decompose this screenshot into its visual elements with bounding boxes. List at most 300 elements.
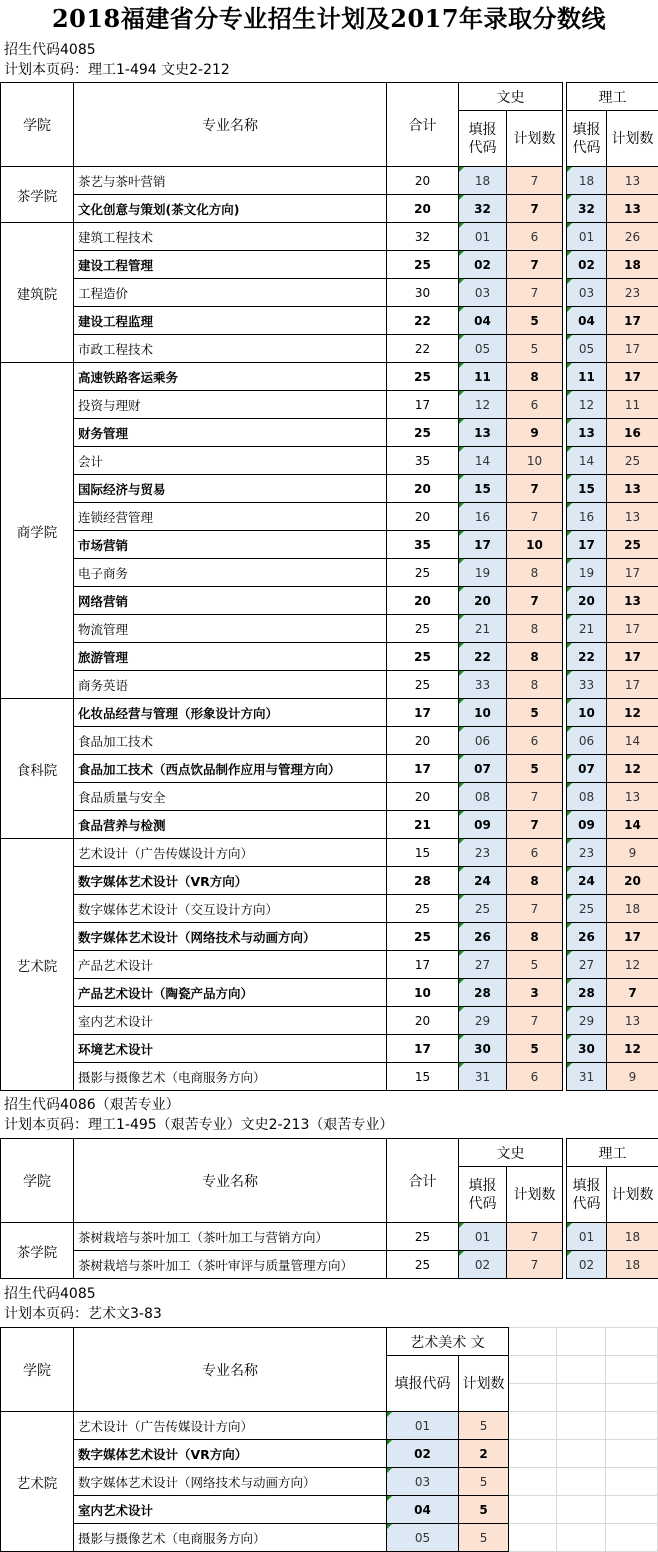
ligong-code: 17 — [567, 531, 607, 559]
table-row — [1, 895, 658, 923]
wenshi-plan: 8 — [507, 615, 563, 643]
ligong-code: 33 — [567, 671, 607, 699]
total-cell: 25 — [387, 923, 459, 951]
wenshi-code: 29 — [459, 1007, 507, 1035]
ligong-plan: 20 — [607, 867, 658, 895]
ligong-plan: 13 — [607, 475, 658, 503]
total-cell: 10 — [387, 979, 459, 1007]
wenshi-plan: 7 — [507, 1223, 563, 1251]
wenshi-code: 31 — [459, 1063, 507, 1091]
section1-pages: 计划本页码：理工1-494 文史2-212 — [4, 62, 230, 78]
major-name: 旅游管理 — [74, 643, 387, 671]
wenshi-code: 16 — [459, 503, 507, 531]
total-cell: 15 — [387, 1063, 459, 1091]
ligong-plan: 13 — [607, 587, 658, 615]
art-plan: 5 — [459, 1468, 509, 1496]
table-row — [1, 335, 658, 363]
table-row — [1, 643, 658, 671]
major-name: 数字媒体艺术设计（VR方向） — [74, 1440, 387, 1468]
header-code: 填报代码 — [387, 1356, 459, 1412]
header-plan-w: 计划数 — [507, 1167, 563, 1223]
total-cell: 25 — [387, 615, 459, 643]
header-code-line1: 填报 — [572, 121, 601, 138]
art-plan: 5 — [459, 1412, 509, 1440]
header-art-group: 艺术美术 文 — [387, 1328, 509, 1356]
wenshi-plan: 9 — [507, 419, 563, 447]
major-name: 化妆品经营与管理（形象设计方向） — [74, 699, 387, 727]
ligong-code: 28 — [567, 979, 607, 1007]
major-name: 投资与理财 — [74, 391, 387, 419]
wenshi-code: 33 — [459, 671, 507, 699]
major-name: 建设工程监理 — [74, 307, 387, 335]
wenshi-plan: 5 — [507, 307, 563, 335]
wenshi-code: 12 — [459, 391, 507, 419]
wenshi-code: 30 — [459, 1035, 507, 1063]
header-code-line1: 填报 — [468, 1177, 497, 1194]
header-college: 学院 — [1, 1328, 74, 1412]
total-cell: 20 — [387, 503, 459, 531]
major-name: 数字媒体艺术设计（网络技术与动画方向） — [74, 923, 387, 951]
ligong-plan: 13 — [607, 1007, 658, 1035]
wenshi-plan: 6 — [507, 727, 563, 755]
total-cell: 35 — [387, 447, 459, 475]
header-plan-w: 计划数 — [507, 111, 563, 167]
ligong-plan: 14 — [607, 727, 658, 755]
wenshi-code: 05 — [459, 335, 507, 363]
header-ligong: 理工 — [567, 83, 658, 111]
table-row — [1, 1007, 658, 1035]
header-ligong: 理工 — [567, 1139, 658, 1167]
ligong-plan: 7 — [607, 979, 658, 1007]
major-name: 食品质量与安全 — [74, 783, 387, 811]
table-row — [1, 279, 658, 307]
ligong-code: 11 — [567, 363, 607, 391]
total-cell: 25 — [387, 643, 459, 671]
major-name: 茶树栽培与茶叶加工（茶叶加工与营销方向） — [74, 1223, 387, 1251]
wenshi-code: 24 — [459, 867, 507, 895]
wenshi-code: 08 — [459, 783, 507, 811]
header-code-l — [567, 111, 607, 167]
total-cell: 22 — [387, 335, 459, 363]
total-cell: 20 — [387, 1007, 459, 1035]
wenshi-plan: 7 — [507, 1007, 563, 1035]
gridline-horizontal — [509, 1383, 658, 1384]
wenshi-plan: 6 — [507, 839, 563, 867]
wenshi-code: 13 — [459, 419, 507, 447]
major-name: 连锁经营管理 — [74, 503, 387, 531]
major-name: 室内艺术设计 — [74, 1007, 387, 1035]
art-code: 04 — [387, 1496, 459, 1524]
wenshi-plan: 7 — [507, 895, 563, 923]
header-wenshi: 文史 — [459, 83, 563, 111]
table-row — [1, 755, 658, 783]
ligong-code: 01 — [567, 1223, 607, 1251]
ligong-code: 03 — [567, 279, 607, 307]
table-row — [1, 1524, 509, 1552]
ligong-plan: 25 — [607, 447, 658, 475]
college-cell: 茶学院 — [1, 1223, 74, 1279]
table-row — [1, 615, 658, 643]
table-row — [1, 1223, 658, 1251]
section3-code: 招生代码4085 — [4, 1286, 96, 1302]
wenshi-plan: 7 — [507, 195, 563, 223]
header-plan-l: 计划数 — [607, 111, 658, 167]
college-cell: 食科院 — [1, 699, 74, 839]
ligong-plan: 13 — [607, 783, 658, 811]
header-college: 学院 — [1, 1139, 74, 1223]
ligong-plan: 18 — [607, 1251, 658, 1279]
major-name: 网络营销 — [74, 587, 387, 615]
page-title: 2018福建省分专业招生计划及2017年录取分数线 — [51, 4, 607, 33]
table-row — [1, 727, 658, 755]
total-cell: 25 — [387, 895, 459, 923]
ligong-code: 04 — [567, 307, 607, 335]
ligong-plan: 9 — [607, 839, 658, 867]
wenshi-plan: 7 — [507, 279, 563, 307]
wenshi-code: 15 — [459, 475, 507, 503]
total-cell: 17 — [387, 755, 459, 783]
college-cell: 建筑院 — [1, 223, 74, 363]
ligong-code: 19 — [567, 559, 607, 587]
table-row — [1, 167, 658, 195]
ligong-plan: 26 — [607, 223, 658, 251]
header-code-w — [459, 1167, 507, 1223]
total-cell: 17 — [387, 951, 459, 979]
wenshi-plan: 7 — [507, 1251, 563, 1279]
gridline-horizontal — [509, 1355, 658, 1356]
major-name: 物流管理 — [74, 615, 387, 643]
table-row — [1, 1496, 509, 1524]
section3-pages: 计划本页码：艺术文3-83 — [4, 1306, 162, 1322]
major-name: 茶树栽培与茶叶加工（茶叶审评与质量管理方向） — [74, 1251, 387, 1279]
table-row — [1, 1468, 509, 1496]
total-cell: 21 — [387, 811, 459, 839]
section2-table — [0, 1138, 658, 1279]
major-name: 食品加工技术（西点饮品制作应用与管理方向） — [74, 755, 387, 783]
wenshi-plan: 7 — [507, 783, 563, 811]
table-row — [1, 223, 658, 251]
wenshi-code: 19 — [459, 559, 507, 587]
ligong-code: 23 — [567, 839, 607, 867]
college-cell: 茶学院 — [1, 167, 74, 223]
ligong-code: 30 — [567, 1035, 607, 1063]
wenshi-plan: 7 — [507, 475, 563, 503]
ligong-plan: 17 — [607, 363, 658, 391]
table-row — [1, 419, 658, 447]
major-name: 文化创意与策划(茶文化方向) — [74, 195, 387, 223]
ligong-plan: 17 — [607, 671, 658, 699]
total-cell: 17 — [387, 699, 459, 727]
table-row — [1, 867, 658, 895]
header-code-line1: 填报 — [468, 121, 497, 138]
major-name: 市政工程技术 — [74, 335, 387, 363]
header-total: 合计 — [387, 1139, 459, 1223]
wenshi-code: 01 — [459, 223, 507, 251]
total-cell: 25 — [387, 559, 459, 587]
ligong-code: 21 — [567, 615, 607, 643]
wenshi-code: 23 — [459, 839, 507, 867]
wenshi-code: 17 — [459, 531, 507, 559]
major-name: 数字媒体艺术设计（交互设计方向） — [74, 895, 387, 923]
wenshi-plan: 10 — [507, 447, 563, 475]
header-major: 专业名称 — [74, 1328, 387, 1412]
wenshi-code: 22 — [459, 643, 507, 671]
ligong-code: 13 — [567, 419, 607, 447]
ligong-code: 27 — [567, 951, 607, 979]
major-name: 茶艺与茶叶营销 — [74, 167, 387, 195]
table-row — [1, 1035, 658, 1063]
wenshi-code: 28 — [459, 979, 507, 1007]
college-cell: 商学院 — [1, 363, 74, 699]
header-code-w — [459, 111, 507, 167]
gridline-horizontal — [509, 1439, 658, 1440]
major-name: 摄影与摄像艺术（电商服务方向） — [74, 1063, 387, 1091]
art-code: 05 — [387, 1524, 459, 1552]
wenshi-plan: 5 — [507, 755, 563, 783]
gridline-horizontal — [509, 1411, 658, 1412]
art-code: 02 — [387, 1440, 459, 1468]
wenshi-code: 14 — [459, 447, 507, 475]
table-row — [1, 195, 658, 223]
ligong-code: 01 — [567, 223, 607, 251]
ligong-code: 31 — [567, 1063, 607, 1091]
ligong-plan: 11 — [607, 391, 658, 419]
art-plan: 2 — [459, 1440, 509, 1468]
wenshi-code: 06 — [459, 727, 507, 755]
ligong-code: 15 — [567, 475, 607, 503]
major-name: 产品艺术设计 — [74, 951, 387, 979]
major-name: 环境艺术设计 — [74, 1035, 387, 1063]
ligong-code: 06 — [567, 727, 607, 755]
art-plan: 5 — [459, 1496, 509, 1524]
total-cell: 20 — [387, 587, 459, 615]
header-code-line1: 填报 — [572, 1177, 601, 1194]
wenshi-plan: 3 — [507, 979, 563, 1007]
table-row — [1, 1251, 658, 1279]
art-code: 01 — [387, 1412, 459, 1440]
ligong-code: 25 — [567, 895, 607, 923]
total-cell: 20 — [387, 727, 459, 755]
header-code-line2: 代码 — [572, 1195, 601, 1212]
total-cell: 25 — [387, 1251, 459, 1279]
total-cell: 35 — [387, 531, 459, 559]
table-row — [1, 251, 658, 279]
ligong-plan: 17 — [607, 643, 658, 671]
ligong-plan: 14 — [607, 811, 658, 839]
table-row — [1, 951, 658, 979]
major-name: 室内艺术设计 — [74, 1496, 387, 1524]
major-name: 财务管理 — [74, 419, 387, 447]
ligong-code: 02 — [567, 251, 607, 279]
wenshi-plan: 5 — [507, 335, 563, 363]
total-cell: 25 — [387, 251, 459, 279]
major-name: 市场营销 — [74, 531, 387, 559]
section1-code: 招生代码4085 — [4, 42, 96, 58]
header-major: 专业名称 — [74, 83, 387, 167]
table-row — [1, 699, 658, 727]
wenshi-plan: 7 — [507, 167, 563, 195]
wenshi-plan: 10 — [507, 531, 563, 559]
art-plan: 5 — [459, 1524, 509, 1552]
wenshi-plan: 6 — [507, 223, 563, 251]
wenshi-plan: 6 — [507, 1063, 563, 1091]
major-name: 建设工程管理 — [74, 251, 387, 279]
college-cell: 艺术院 — [1, 839, 74, 1091]
total-cell: 30 — [387, 279, 459, 307]
table-row — [1, 531, 658, 559]
ligong-code: 26 — [567, 923, 607, 951]
header-plan-l: 计划数 — [607, 1167, 658, 1223]
major-name: 工程造价 — [74, 279, 387, 307]
table-row — [1, 1440, 509, 1468]
ligong-plan: 18 — [607, 251, 658, 279]
ligong-plan: 23 — [607, 279, 658, 307]
ligong-code: 22 — [567, 643, 607, 671]
ligong-plan: 17 — [607, 559, 658, 587]
wenshi-plan: 8 — [507, 923, 563, 951]
ligong-plan: 16 — [607, 419, 658, 447]
ligong-code: 09 — [567, 811, 607, 839]
major-name: 高速铁路客运乘务 — [74, 363, 387, 391]
ligong-code: 14 — [567, 447, 607, 475]
table-row — [1, 559, 658, 587]
table-row — [1, 1063, 658, 1091]
table-row — [1, 475, 658, 503]
ligong-code: 20 — [567, 587, 607, 615]
table-row — [1, 391, 658, 419]
ligong-code: 29 — [567, 1007, 607, 1035]
ligong-plan: 25 — [607, 531, 658, 559]
table-row — [1, 811, 658, 839]
major-name: 国际经济与贸易 — [74, 475, 387, 503]
table-row — [1, 447, 658, 475]
total-cell: 22 — [387, 307, 459, 335]
wenshi-code: 26 — [459, 923, 507, 951]
major-name: 电子商务 — [74, 559, 387, 587]
table-row — [1, 1412, 509, 1440]
total-cell: 25 — [387, 363, 459, 391]
total-cell: 20 — [387, 167, 459, 195]
section1-table — [0, 82, 658, 1091]
wenshi-code: 32 — [459, 195, 507, 223]
total-cell: 25 — [387, 419, 459, 447]
major-name: 产品艺术设计（陶瓷产品方向） — [74, 979, 387, 1007]
ligong-code: 18 — [567, 167, 607, 195]
total-cell: 15 — [387, 839, 459, 867]
wenshi-code: 10 — [459, 699, 507, 727]
gridline-horizontal — [509, 1467, 658, 1468]
total-cell: 20 — [387, 475, 459, 503]
ligong-plan: 18 — [607, 895, 658, 923]
header-code-l — [567, 1167, 607, 1223]
table-row — [1, 671, 658, 699]
ligong-code: 16 — [567, 503, 607, 531]
wenshi-code: 02 — [459, 251, 507, 279]
header-code-line2: 代码 — [468, 1195, 497, 1212]
wenshi-code: 27 — [459, 951, 507, 979]
total-cell: 32 — [387, 223, 459, 251]
wenshi-plan: 8 — [507, 643, 563, 671]
ligong-plan: 13 — [607, 195, 658, 223]
ligong-plan: 17 — [607, 923, 658, 951]
wenshi-plan: 5 — [507, 1035, 563, 1063]
table-row — [1, 363, 658, 391]
table-row — [1, 783, 658, 811]
wenshi-plan: 7 — [507, 587, 563, 615]
ligong-code: 07 — [567, 755, 607, 783]
major-name: 建筑工程技术 — [74, 223, 387, 251]
college-cell: 艺术院 — [1, 1412, 74, 1552]
table-row — [1, 839, 658, 867]
ligong-plan: 17 — [607, 335, 658, 363]
major-name: 食品加工技术 — [74, 727, 387, 755]
header-code-line2: 代码 — [468, 139, 497, 156]
total-cell: 20 — [387, 195, 459, 223]
ligong-plan: 17 — [607, 615, 658, 643]
header-college: 学院 — [1, 83, 74, 167]
gridline-horizontal — [509, 1523, 658, 1524]
table-row — [1, 503, 658, 531]
wenshi-plan: 5 — [507, 699, 563, 727]
ligong-code: 24 — [567, 867, 607, 895]
wenshi-code: 07 — [459, 755, 507, 783]
wenshi-code: 25 — [459, 895, 507, 923]
header-wenshi: 文史 — [459, 1139, 563, 1167]
header-total: 合计 — [387, 83, 459, 167]
total-cell: 17 — [387, 391, 459, 419]
major-name: 数字媒体艺术设计（VR方向） — [74, 867, 387, 895]
total-cell: 25 — [387, 671, 459, 699]
art-code: 03 — [387, 1468, 459, 1496]
table-row — [1, 979, 658, 1007]
wenshi-plan: 7 — [507, 811, 563, 839]
ligong-code: 08 — [567, 783, 607, 811]
wenshi-code: 01 — [459, 1223, 507, 1251]
ligong-plan: 12 — [607, 1035, 658, 1063]
header-major: 专业名称 — [74, 1139, 387, 1223]
gridline-horizontal — [509, 1495, 658, 1496]
total-cell: 20 — [387, 783, 459, 811]
wenshi-plan: 8 — [507, 867, 563, 895]
major-name: 食品营养与检测 — [74, 811, 387, 839]
ligong-plan: 18 — [607, 1223, 658, 1251]
wenshi-code: 18 — [459, 167, 507, 195]
header-code-line2: 代码 — [572, 139, 601, 156]
ligong-plan: 13 — [607, 503, 658, 531]
major-name: 艺术设计（广告传媒设计方向） — [74, 839, 387, 867]
wenshi-plan: 8 — [507, 363, 563, 391]
table-row — [1, 587, 658, 615]
ligong-code: 05 — [567, 335, 607, 363]
wenshi-code: 02 — [459, 1251, 507, 1279]
wenshi-plan: 8 — [507, 671, 563, 699]
major-name: 会计 — [74, 447, 387, 475]
wenshi-code: 21 — [459, 615, 507, 643]
ligong-code: 02 — [567, 1251, 607, 1279]
wenshi-plan: 7 — [507, 503, 563, 531]
ligong-code: 12 — [567, 391, 607, 419]
total-cell: 25 — [387, 1223, 459, 1251]
ligong-plan: 12 — [607, 951, 658, 979]
ligong-plan: 13 — [607, 167, 658, 195]
major-name: 商务英语 — [74, 671, 387, 699]
major-name: 数字媒体艺术设计（网络技术与动画方向） — [74, 1468, 387, 1496]
ligong-plan: 12 — [607, 755, 658, 783]
table-row — [1, 923, 658, 951]
table-row — [1, 307, 658, 335]
wenshi-code: 04 — [459, 307, 507, 335]
ligong-plan: 12 — [607, 699, 658, 727]
